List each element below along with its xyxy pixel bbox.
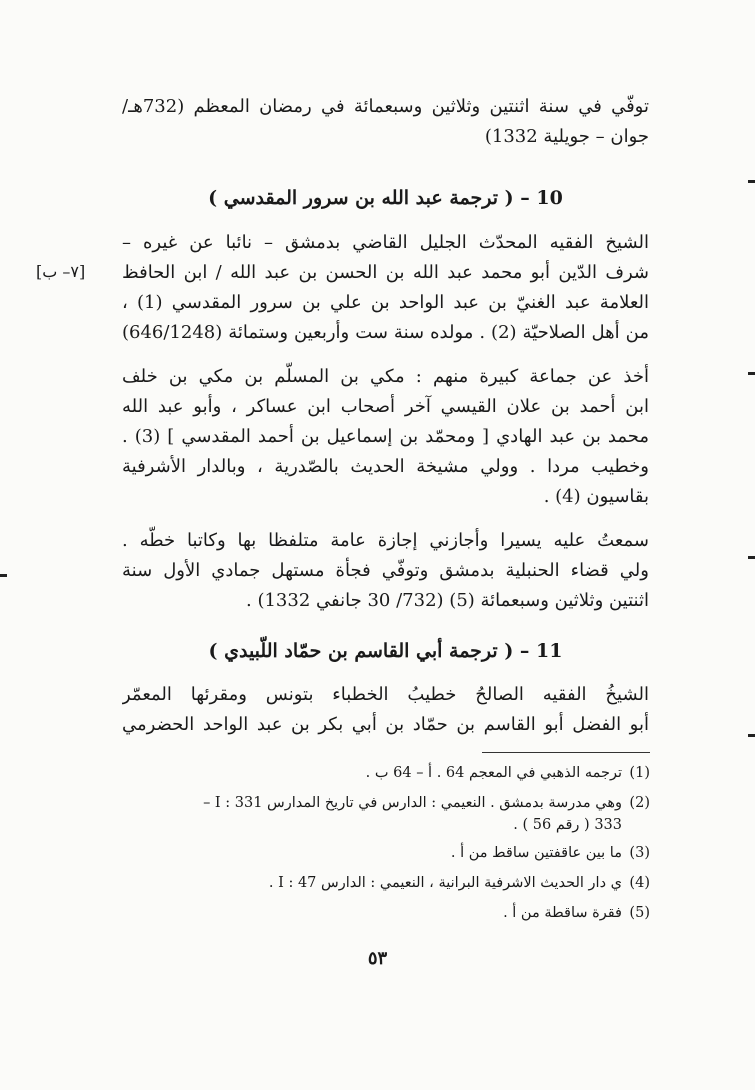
edge-mark bbox=[748, 372, 755, 375]
footnote-text: ما بين عاقفتين ساقط من أ . bbox=[450, 845, 622, 861]
text-line: أخذ عن جماعة كبيرة منهم : مكي بن المسلّم بن مكي بن خلف bbox=[122, 366, 649, 387]
text-line: الشيخُ الفقيه الصالحُ خطيبُ الخطباء بتونس ومقرئها المعمّر bbox=[122, 684, 649, 705]
entry-10-paragraph-2 bbox=[122, 362, 649, 512]
text-line: الشيخ الفقيه المحدّث الجليل القاضي بدمشق – نائبا عن غيره – bbox=[122, 232, 649, 253]
text-line: شرف الدّين أبو محمد عبد الله بن الحسن بن عبد الله / ابن الحافظ bbox=[122, 262, 649, 283]
entry-10-heading: 10 – ( ترجمة عبد الله بن سرور المقدسي ) bbox=[208, 187, 563, 209]
text-line: وخطيب مردا . وولي مشيخة الحديث بالصّدرية ، وبالدار الأشرفية bbox=[122, 456, 649, 477]
entry-10-paragraph-1 bbox=[122, 228, 649, 348]
text-line: توفّي في سنة اثنتين وثلاثين وسبعمائة في رمضان المعظم (732هـ/ bbox=[122, 96, 649, 117]
text-line: ابن أحمد بن علان القيسي آخر أصحاب ابن عساكر ، وأبو عبد الله bbox=[122, 396, 649, 417]
text-line: جوان – جويلية 1332) bbox=[484, 126, 649, 147]
text-line: محمد بن عبد الهادي [ ومحمّد بن إسماعيل بن أحمد المقدسي ] (3) . bbox=[122, 426, 649, 447]
edge-mark bbox=[748, 734, 755, 737]
footnote-1 bbox=[150, 762, 650, 784]
footnote-2 bbox=[150, 792, 650, 836]
footnote-text: ترجمه الذهبي في المعجم 64 . أ – 64 ب . bbox=[365, 765, 622, 781]
footnote-text: وهي مدرسة بدمشق . النعيمي : الدارس في تاريخ المدارس I : 331 – bbox=[203, 795, 622, 811]
footnote-4 bbox=[150, 872, 650, 894]
entry-11-heading: 11 – ( ترجمة أبي القاسم بن حمّاد اللّبيدي ) bbox=[208, 640, 563, 662]
footnote-text: ي دار الحديث الاشرفية البرانية ، النعيمي : الدارس I : 47 . bbox=[268, 875, 622, 891]
intro-paragraph bbox=[122, 92, 649, 152]
footnote-number: (4) bbox=[629, 875, 650, 891]
footnote-number: (1) bbox=[629, 765, 650, 781]
footnote-continuation: 333 ( رقم 56 ) . bbox=[513, 817, 622, 833]
footnote-5 bbox=[150, 902, 650, 924]
text-line: سمعتُ عليه يسيرا وأجازني إجازة عامة متلفظا بها وكاتبا خطّه . bbox=[122, 530, 649, 551]
edge-mark bbox=[748, 180, 755, 183]
footnote-3 bbox=[150, 842, 650, 864]
footnote-text: فقرة ساقطة من أ . bbox=[503, 905, 622, 921]
edge-mark bbox=[0, 574, 7, 577]
margin-folio-note: [٧– ب] bbox=[36, 262, 86, 281]
text-line: من أهل الصلاحيّة (2) . مولده سنة ست وأربعين وستمائة (646/1248) bbox=[122, 322, 649, 343]
entry-11-paragraph-1 bbox=[122, 680, 649, 740]
entry-10-paragraph-3 bbox=[122, 526, 649, 616]
footnote-separator bbox=[482, 752, 650, 753]
footnote-number: (3) bbox=[629, 845, 650, 861]
text-line: العلامة عبد الغنيّ بن عبد الواحد بن علي بن سرور المقدسي (1) ، bbox=[122, 292, 649, 313]
page-number: ٥٣ bbox=[367, 948, 388, 969]
text-line: أبو الفضل أبو القاسم بن حمّاد بن أبي بكر بن عبد الواحد الحضرمي bbox=[122, 714, 649, 735]
text-line: اثنتين وثلاثين وسبعمائة (5) (732/ 30 جانفي 1332) . bbox=[246, 590, 649, 611]
text-line: ولي قضاء الحنبلية بدمشق وتوفّي فجأة مستهل جمادي الأول سنة bbox=[122, 560, 649, 581]
footnote-number: (5) bbox=[629, 905, 650, 921]
footnote-number: (2) bbox=[629, 795, 650, 811]
text-line: بقاسيون (4) . bbox=[543, 486, 649, 507]
edge-mark bbox=[748, 556, 755, 559]
